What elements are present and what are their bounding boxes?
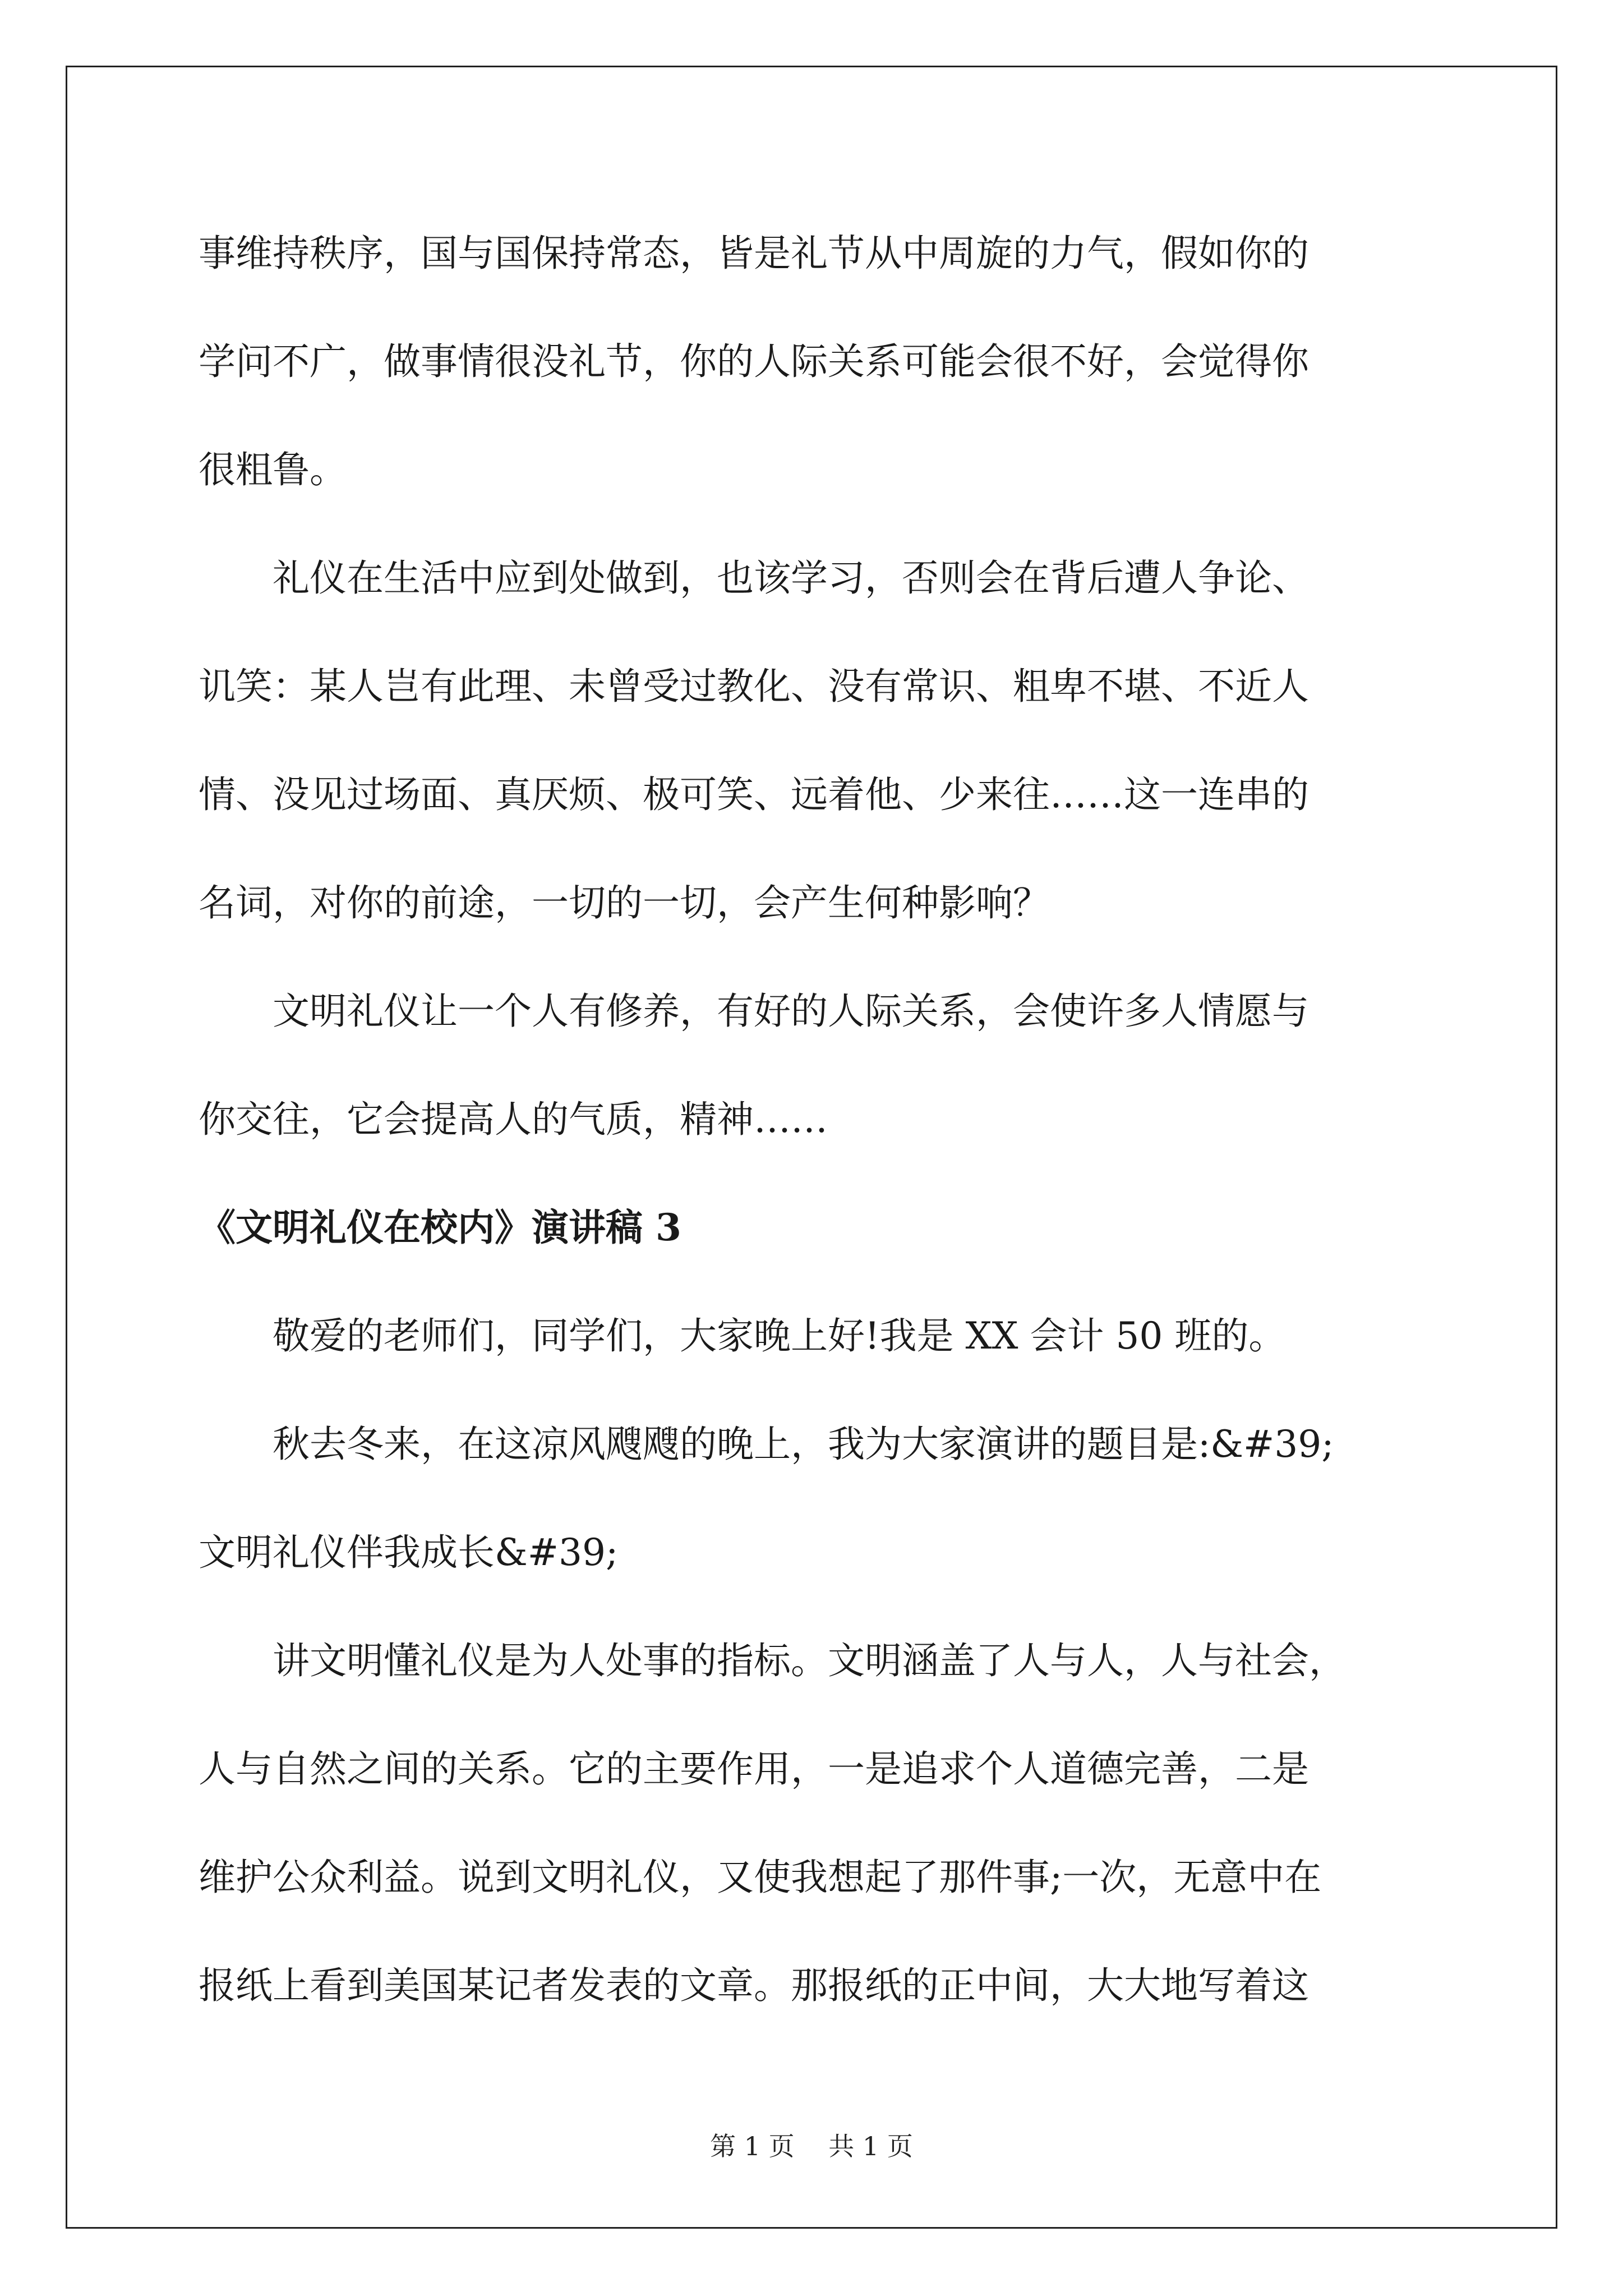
paragraph-line: 情、没见过场面、真厌烦、极可笑、远着他、少来往……这一连串的 <box>199 773 1309 816</box>
paragraph-line: 文明礼仪伴我成长&#39; <box>199 1531 619 1574</box>
paragraph-line: 名词，对你的前途，一切的一切，会产生何种影响？ <box>199 881 1050 924</box>
paragraph-line: 报纸上看到美国某记者发表的文章。那报纸的正中间，大大地写着这 <box>199 1964 1309 2007</box>
paragraph-line: 秋去冬来，在这凉风飕飕的晚上，我为大家演讲的题目是:&#39; <box>199 1423 1334 1466</box>
page-number-footer: 第 1 页 共 1 页 <box>710 2131 913 2161</box>
paragraph-line: 礼仪在生活中应到处做到，也该学习，否则会在背后遭人争论、 <box>199 556 1309 600</box>
paragraph-line: 文明礼仪让一个人有修养，有好的人际关系，会使许多人情愿与 <box>199 990 1309 1033</box>
paragraph-line: 事维持秩序，国与国保持常态，皆是礼节从中周旋的力气，假如你的 <box>199 232 1309 275</box>
paragraph-line: 很粗鲁。 <box>199 448 347 491</box>
paragraph-line: 敬爱的老师们，同学们，大家晚上好!我是 XX 会计 50 班的。 <box>199 1314 1286 1358</box>
paragraph-line: 人与自然之间的关系。它的主要作用，一是追求个人道德完善，二是 <box>199 1747 1309 1791</box>
paragraph-line: 讥笑：某人岂有此理、未曾受过教化、没有常识、粗卑不堪、不近人 <box>199 665 1309 708</box>
section-heading: 《文明礼仪在校内》演讲稿 3 <box>199 1205 681 1249</box>
paragraph-line: 学问不广，做事情很没礼节，你的人际关系可能会很不好，会觉得你 <box>199 340 1309 383</box>
paragraph-line: 维护公众利益。说到文明礼仪，又使我想起了那件事;一次，无意中在 <box>199 1856 1322 1899</box>
paragraph-line: 你交往，它会提高人的气质，精神…… <box>199 1098 828 1141</box>
paragraph-line: 讲文明懂礼仪是为人处事的指标。文明涵盖了人与人，人与社会， <box>199 1639 1346 1682</box>
